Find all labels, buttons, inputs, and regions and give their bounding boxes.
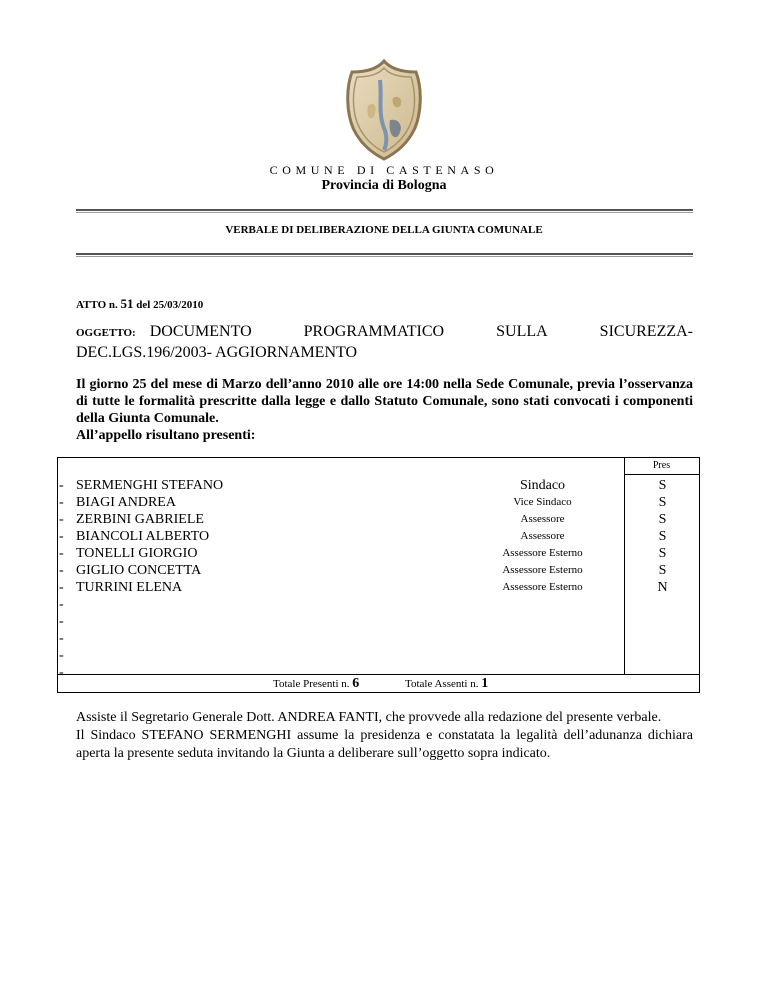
member-row: [58, 596, 618, 613]
member-row: [58, 613, 618, 630]
members-list: [58, 477, 668, 681]
member-role: Sindaco: [519, 478, 566, 493]
atto-number: 51: [120, 296, 134, 311]
member-role: Vice Sindaco: [513, 496, 572, 508]
intro-paragraph: [76, 376, 693, 444]
closing-paragraph: [76, 709, 693, 763]
oggetto-word: SICUREZZA-: [599, 323, 693, 340]
member-row: [58, 511, 667, 528]
comune-title: COMUNE DI CASTENASO: [269, 163, 499, 177]
member-dash: -: [59, 665, 64, 680]
member-dash: -: [59, 614, 64, 629]
provincia-title: Provincia di Bologna: [321, 178, 447, 193]
oggetto-line-2: DEC.LGS.196/2003- AGGIORNAMENTO: [76, 344, 358, 361]
atto-label: ATTO n.: [76, 299, 118, 311]
member-row: [58, 630, 618, 647]
pres-header-rule: [624, 474, 699, 475]
member-pres: S: [658, 563, 667, 578]
member-row: [58, 545, 667, 562]
member-pres: S: [658, 478, 667, 493]
double-rule-top: [76, 209, 693, 213]
member-name: ZERBINI GABRIELE: [76, 512, 204, 527]
member-row: [58, 528, 667, 545]
oggetto-word: DOCUMENTO: [149, 323, 252, 340]
member-dash: -: [59, 478, 64, 493]
oggetto-block: [76, 322, 693, 363]
member-name: TONELLI GIORGIO: [76, 546, 198, 561]
member-pres: S: [658, 495, 667, 510]
member-dash: -: [59, 631, 64, 646]
member-role: Assessore Esterno: [502, 564, 583, 576]
double-rule-bottom: [76, 253, 693, 257]
atto-line: [76, 296, 203, 312]
member-pres: S: [658, 512, 667, 527]
member-role: Assessore: [520, 513, 565, 525]
totale-assenti: [405, 676, 488, 692]
totals-row: [58, 675, 699, 692]
member-dash: -: [59, 512, 64, 527]
member-row: [58, 494, 667, 511]
member-pres: S: [658, 546, 667, 561]
member-name: TURRINI ELENA: [76, 580, 183, 595]
oggetto-word: PROGRAMMATICO: [303, 323, 445, 340]
member-dash: -: [59, 529, 64, 544]
member-dash: -: [59, 563, 64, 578]
member-dash: -: [59, 648, 64, 663]
totale-presenti-value: 6: [352, 676, 360, 691]
member-dash: -: [59, 597, 64, 612]
member-name: GIGLIO CONCETTA: [76, 563, 202, 578]
member-role: Assessore: [520, 530, 565, 542]
member-name: BIANCOLI ALBERTO: [76, 529, 210, 544]
assiste-text: Assiste il Segretario Generale Dott. ANDREA FANTI, che provvede alla redazione del presente verbale.: [76, 710, 662, 725]
presidenza-text: Il Sindaco STEFANO SERMENGHI assume la presidenza e constatata la legalità dell’adunanza dichiara aperta la presente seduta invitando la Giunta a deliberare sull’oggetto sopra indicato.: [76, 728, 693, 761]
member-row: [58, 477, 667, 494]
attendance-table: [57, 457, 700, 693]
totale-assenti-value: 1: [481, 676, 489, 691]
oggetto-label: OGGETTO:: [76, 327, 136, 339]
member-dash: -: [59, 580, 64, 595]
member-name: BIAGI ANDREA: [76, 495, 176, 510]
member-dash: -: [59, 495, 64, 510]
member-row: [58, 647, 618, 664]
totale-presenti-label: Totale Presenti n.: [273, 678, 350, 690]
verbale-heading: VERBALE DI DELIBERAZIONE DELLA GIUNTA COMUNALE: [225, 224, 543, 236]
member-role: Assessore Esterno: [502, 581, 583, 593]
oggetto-word: SULLA: [496, 323, 548, 340]
member-pres: N: [657, 580, 668, 595]
member-name: SERMENGHI STEFANO: [76, 478, 224, 493]
municipal-crest-logo: [338, 58, 430, 162]
member-row: [58, 579, 668, 596]
member-dash: -: [59, 546, 64, 561]
atto-del-label: del: [136, 299, 151, 311]
totale-presenti: [273, 676, 359, 692]
pres-column-header: Pres: [652, 460, 671, 471]
atto-date: 25/03/2010: [153, 299, 204, 311]
totale-assenti-label: Totale Assenti n.: [405, 678, 479, 690]
appello-text: All’appello risultano presenti:: [76, 428, 256, 443]
intro-text: Il giorno 25 del mese di Marzo dell’anno 2010 alle ore 14:00 nella Sede Comunale, previa l’osservanza di tutte le formalità prescritte dalla legge e dallo Statuto Comunale, sono stati convocati i componenti della Giunta Comunale.: [76, 377, 693, 426]
member-pres: S: [658, 529, 667, 544]
member-row: [58, 562, 667, 579]
member-role: Assessore Esterno: [502, 547, 583, 559]
